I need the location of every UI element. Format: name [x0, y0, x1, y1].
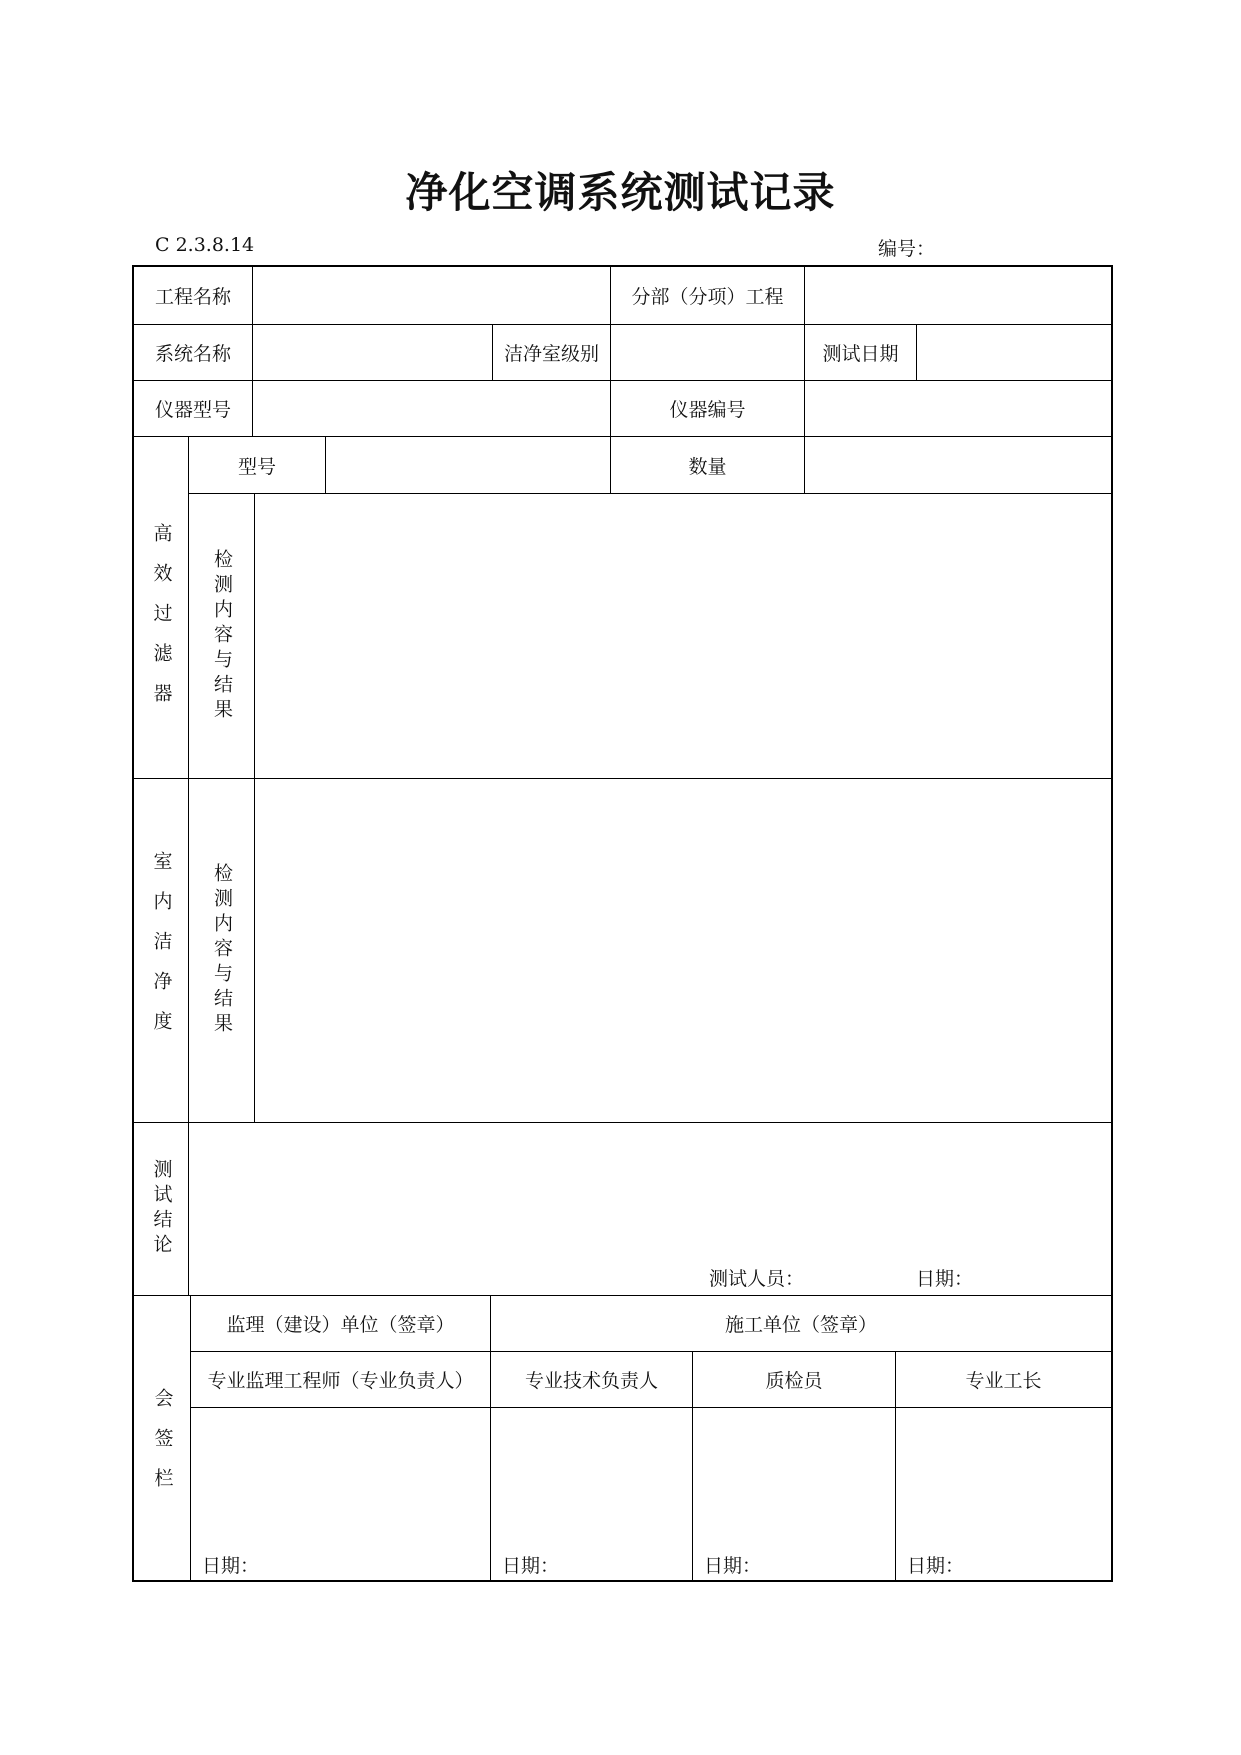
signoff-section-label	[134, 1296, 190, 1580]
subproject-field[interactable]	[805, 267, 1111, 324]
instrument-model-label: 仪器型号	[154, 399, 231, 421]
tester-label: 测试人员：	[709, 1268, 805, 1290]
project-name-label: 工程名称	[154, 286, 231, 308]
cleanliness-section-label	[134, 779, 188, 1122]
cleanliness-content-text: 检测内容与结果	[211, 863, 233, 1038]
project-name-field[interactable]	[253, 267, 610, 324]
signoff-date-3: 日期：	[704, 1555, 762, 1577]
hepa-model-label: 型号	[237, 455, 276, 478]
hepa-quantity-field[interactable]	[805, 437, 1111, 493]
number-label: 编号：	[878, 238, 936, 260]
hepa-quantity-label: 数量	[688, 455, 727, 478]
system-name-label: 系统名称	[154, 343, 231, 365]
instrument-no-field[interactable]	[805, 381, 1111, 436]
signoff-date-4: 日期：	[907, 1555, 965, 1577]
supervisor-engineer-label: 专业监理工程师（专业负责人）	[207, 1370, 474, 1392]
hepa-section-label	[134, 437, 188, 778]
hepa-content-text: 检测内容与结果	[211, 548, 233, 724]
conclusion-date-label: 日期：	[916, 1268, 974, 1290]
system-name-field[interactable]	[253, 325, 492, 380]
hepa-content-label	[189, 494, 254, 778]
instrument-model-field[interactable]	[253, 381, 610, 436]
subproject-label: 分部（分项）工程	[631, 286, 784, 308]
inspector-label: 质检员	[765, 1370, 823, 1392]
cleanroom-class-label: 洁净室级别	[503, 343, 599, 365]
supervisor-unit-label: 监理（建设）单位（签章）	[226, 1314, 455, 1336]
cleanroom-class-field[interactable]	[611, 325, 804, 380]
cleanliness-content-label	[189, 779, 254, 1122]
test-date-label: 测试日期	[822, 343, 899, 365]
hepa-content-field[interactable]	[255, 494, 1111, 778]
cleanliness-content-field[interactable]	[255, 779, 1111, 1122]
conclusion-section-label	[134, 1123, 188, 1295]
construction-unit-label: 施工单位（签章）	[724, 1314, 877, 1336]
hepa-model-field[interactable]	[326, 437, 610, 493]
tech-lead-label: 专业技术负责人	[524, 1370, 658, 1392]
signoff-date-2: 日期：	[502, 1555, 560, 1577]
form-title: 净化空调系统测试记录	[405, 168, 836, 217]
hepa-section-text: 高效过滤器	[150, 522, 173, 723]
test-date-field[interactable]	[917, 325, 1111, 380]
conclusion-section-text: 测试结论	[150, 1159, 173, 1259]
instrument-no-label: 仪器编号	[669, 399, 746, 421]
signoff-section-text: 会签栏	[151, 1388, 174, 1508]
foreman-label: 专业工长	[965, 1370, 1042, 1392]
cleanliness-section-text: 室内洁净度	[150, 850, 173, 1051]
signoff-date-1: 日期：	[202, 1555, 260, 1577]
form-code: C 2.3.8.14	[155, 234, 255, 256]
